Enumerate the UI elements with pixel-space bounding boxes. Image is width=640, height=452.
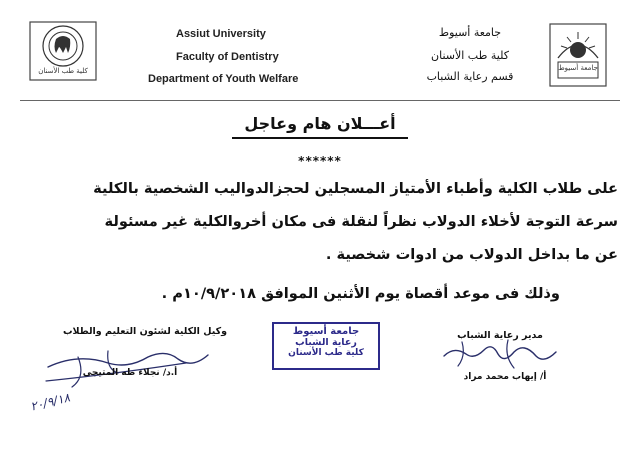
handwritten-date: ٢٠/٩/١٨	[28, 390, 72, 414]
separator-stars: ******	[298, 154, 342, 168]
notice-body-line-3: عن ما بداخل الدولاب من ادوات شخصية .	[325, 246, 618, 263]
header-divider	[20, 100, 620, 101]
stamp-line-3: كلية طب الأسنان	[288, 348, 364, 358]
notice-title: أعـــلان هام وعاجل	[244, 114, 396, 133]
vice-dean-signature	[38, 345, 248, 415]
department-name-en: Department of Youth Welfare	[148, 73, 299, 85]
faculty-name-ar: كلية طب الأسنان	[431, 49, 509, 62]
notice-body-line-1: على طلاب الكلية وأطباء الأمتياز المسجلين لحجزالدواليب الشخصية بالكلية	[93, 180, 618, 197]
university-logo	[548, 22, 608, 88]
stamp-line-2: رعاية الشباب	[295, 337, 357, 348]
stamp-line-1: جامعة أسيوط	[292, 326, 360, 337]
youth-director-title: مدير رعاية الشباب	[457, 330, 543, 341]
vice-dean-title: وكيل الكلية لشئون التعليم والطلاب	[62, 326, 228, 337]
notice-body-line-2: سرعة التوجة لأخلاء الدولاب نظراً لنقلة فى مكان أخروالكلية غير مسئولة	[104, 213, 618, 230]
youth-director-name: أ/ إيهاب محمد مراد	[463, 372, 547, 382]
faculty-name-en: Faculty of Dentistry	[176, 51, 279, 63]
department-name-ar: قسم رعاية الشباب	[426, 70, 514, 83]
vice-dean-name: أ.د/ نجلاء طه المتيجى	[82, 368, 178, 378]
department-stamp	[272, 322, 380, 370]
notice-date-line: وذلك فى موعد أقصاة يوم الأثنين الموافق ١٠/٩/٢٠١٨م .	[161, 285, 560, 302]
faculty-logo	[28, 20, 98, 82]
university-logo-text: جامعة أسيوط	[558, 64, 598, 72]
university-name-en: Assiut University	[176, 28, 266, 40]
university-name-ar: جامعة أسيوط	[438, 26, 502, 39]
title-underline	[232, 137, 408, 139]
faculty-logo-text: كلية طب الأسنان	[38, 67, 88, 75]
